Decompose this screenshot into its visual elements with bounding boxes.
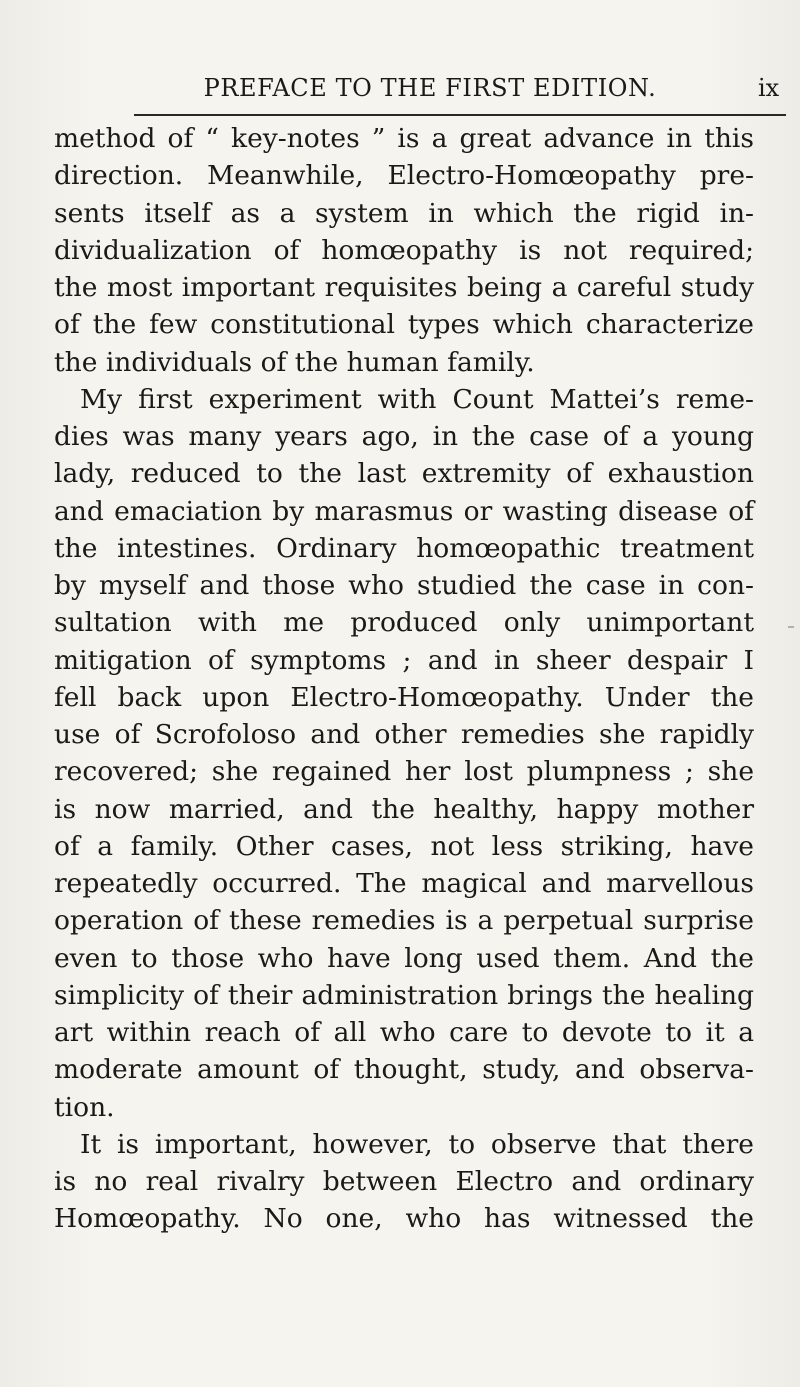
text-line: art within reach of all who care to devote to it a [54, 1017, 754, 1048]
text-line: Homœopathy. No one, who has witnessed the [54, 1203, 754, 1235]
text-line: the individuals of the human family. [54, 346, 535, 378]
text-line: tion. [54, 1091, 115, 1123]
text-line: of a family. Other cases, not less striking, have [54, 830, 754, 862]
text-line: of the few constitutional types which characterize [54, 309, 754, 341]
text-line: direction. Meanwhile, Electro-Homœopathy pre- [54, 160, 754, 192]
text-line: sents itself as a system in which the rigid in- [54, 197, 754, 229]
text-line: lady, reduced to the last extremity of exhaustion [54, 458, 754, 490]
text-line: moderate amount of thought, study, and observa- [54, 1054, 754, 1086]
page-header [130, 68, 785, 108]
text-line: the most important requisites being a careful study [54, 272, 754, 303]
text-line: recovered; she regained her lost plumpness ; she [54, 756, 754, 788]
text-line: operation of these remedies is a perpetual surprise [54, 905, 754, 937]
running-head: PREFACE TO THE FIRST EDITION. [203, 74, 657, 102]
header-rule [134, 114, 786, 116]
text-line: My first experiment with Count Mattei’s reme- [80, 383, 754, 415]
text-line: dies was many years ago, in the case of a young [54, 421, 754, 452]
text-line: simplicity of their administration brings the healing [54, 979, 754, 1011]
text-line: repeatedly occurred. The magical and marvellous [54, 868, 754, 899]
text-line: fell back upon Electro-Homœopathy. Under the [54, 681, 754, 713]
text-line: sultation with me produced only unimportant [54, 607, 754, 639]
text-line: mitigation of symptoms ; and in sheer despair I [54, 644, 754, 676]
text-line: is now married, and the healthy, happy mother [54, 793, 754, 825]
page-number: ix [758, 74, 780, 102]
text-line: by myself and those who studied the case in con- [54, 570, 754, 601]
text-line: use of Scrofoloso and other remedies she rapidly [54, 719, 754, 750]
text-line: dividualization of homœopathy is not required; [54, 234, 754, 266]
text-line: and emaciation by marasmus or wasting disease of [54, 495, 754, 527]
body-text [54, 120, 754, 1238]
text-line: It is important, however, to observe that there [80, 1128, 754, 1160]
text-line: even to those who have long used them. And the [54, 942, 754, 974]
text-line: method of “ key-notes ” is a great advance in this [54, 123, 754, 154]
text-line: the intestines. Ordinary homœopathic treatment [54, 532, 754, 564]
text-line: is no real rivalry between Electro and ordinary [54, 1166, 754, 1197]
margin-mark [788, 626, 794, 628]
